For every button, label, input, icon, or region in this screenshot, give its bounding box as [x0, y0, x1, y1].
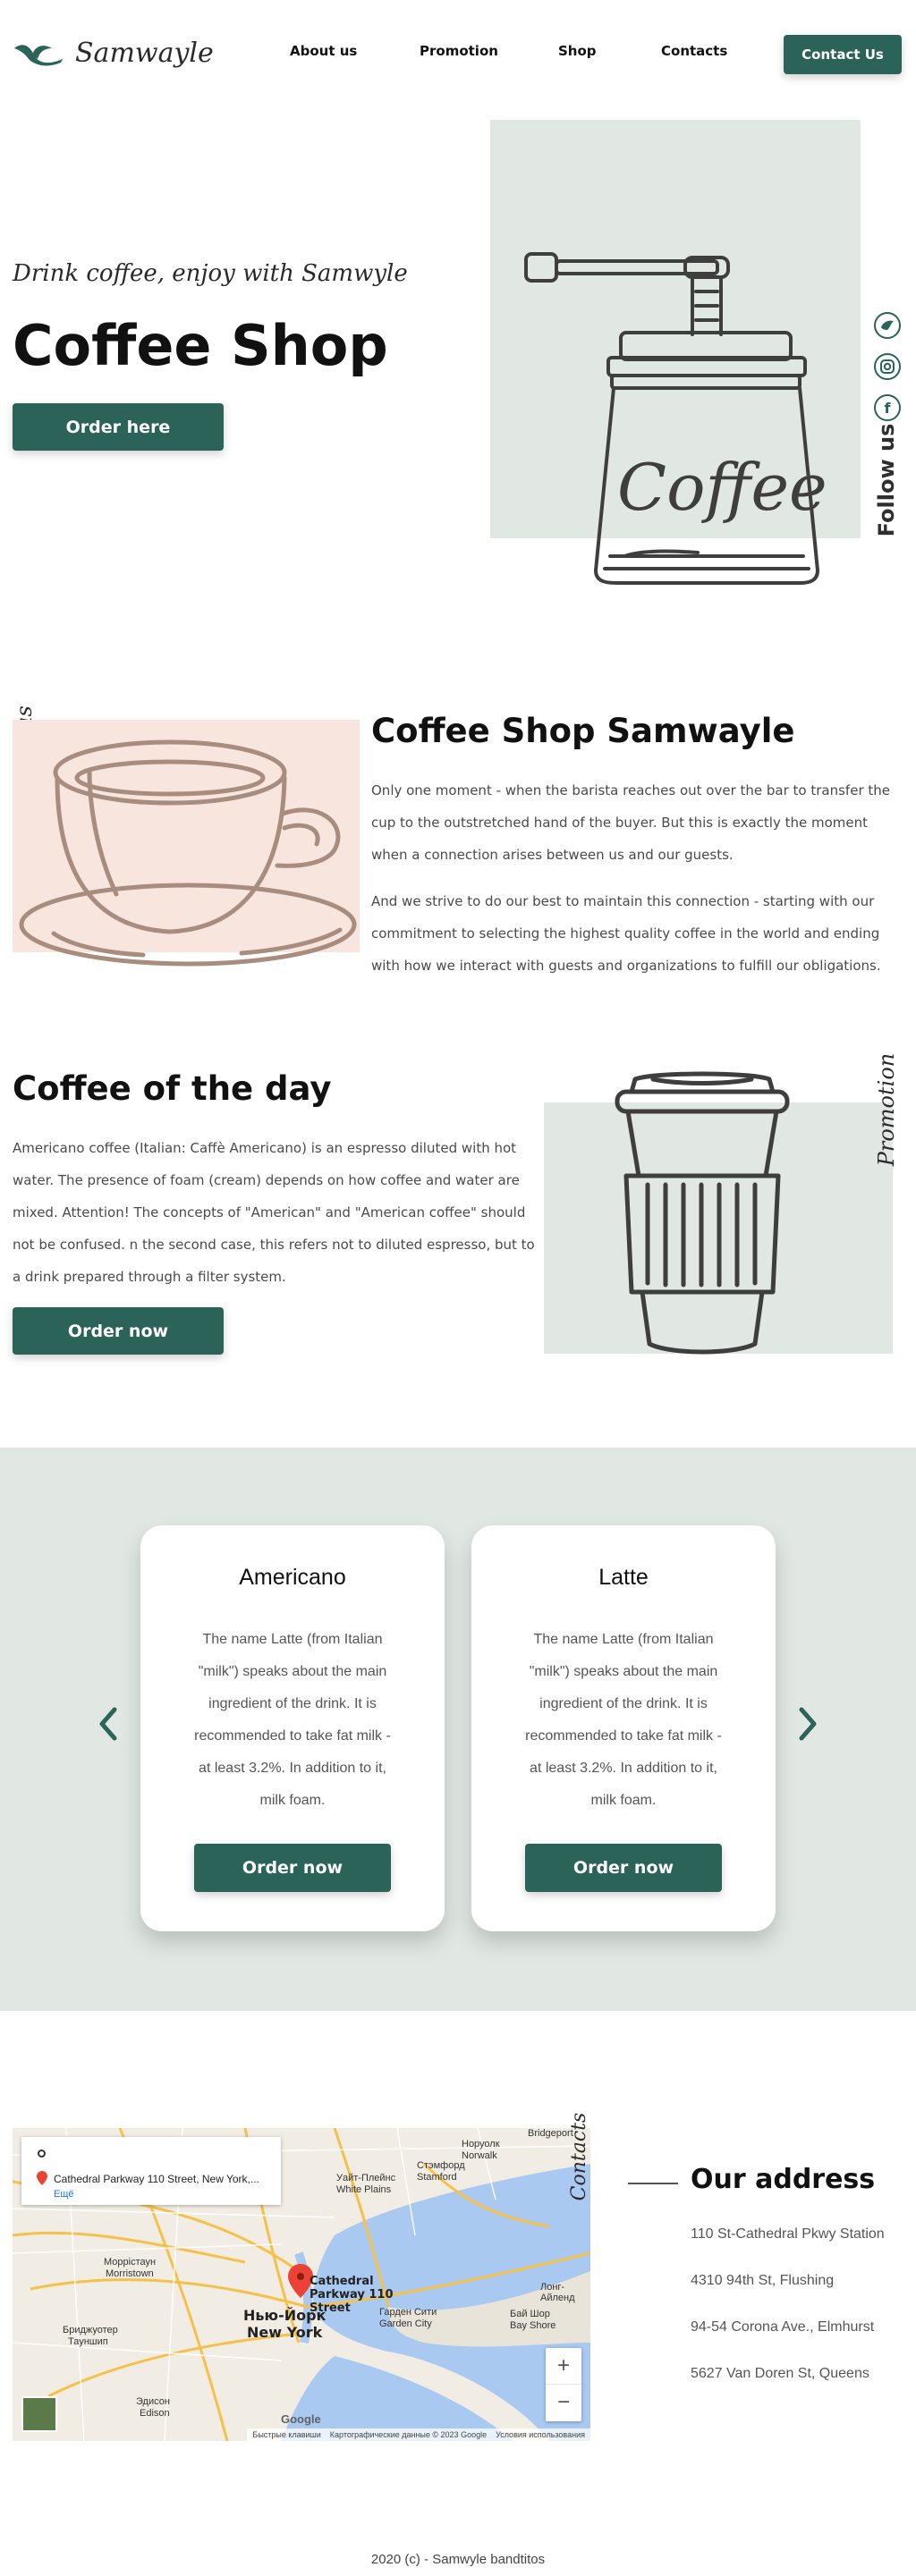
map-search-box[interactable]: [21, 2137, 281, 2205]
product-card-latte: [471, 1525, 776, 1931]
map-label-bay-shore: Bay Shore: [510, 2320, 556, 2331]
hero-title: Coffee Shop: [13, 313, 388, 378]
map-label-bridgeport: Bridgeport: [528, 2128, 573, 2139]
map-terms-link[interactable]: Условия использования: [496, 2430, 585, 2439]
map-data-credit: Картографические данные © 2023 Google: [329, 2430, 488, 2439]
contacts-side-label: Contacts: [568, 2112, 590, 2201]
map-more-link[interactable]: Ещё: [54, 2189, 74, 2200]
map-label-township: Тауншип: [68, 2336, 108, 2347]
bird-logo-icon: [13, 38, 64, 70]
map-label-stamford: Stamford: [417, 2172, 457, 2183]
social-facebook-icon[interactable]: f: [874, 394, 901, 421]
hero-tagline: Drink coffee, enjoy with Samwyle: [13, 260, 408, 287]
logo[interactable]: [13, 36, 214, 73]
map-label-bay-shore-ru: Бай Шор: [510, 2309, 550, 2319]
location-pin-icon: [37, 2171, 47, 2185]
map-label-morristown-ru: Моррістаун: [104, 2257, 157, 2268]
order-here-button[interactable]: Order here: [13, 403, 224, 451]
about-paragraph-1: Only one moment - when the barista reaches out over the bar to transfer the cup to the outstretched hand of the buyer. But this is exactly the moment when a connection arises between us and our guests.: [371, 782, 890, 863]
promotion-side-label: Promotion: [874, 1052, 899, 1167]
map-label-long-island: Лонг-Айленд: [540, 2282, 575, 2303]
map-label-white-plains: White Plains: [336, 2184, 392, 2195]
zoom-out-button[interactable]: −: [556, 2390, 570, 2414]
copyright: 2020 (c) - Samwyle bandtitos: [370, 2552, 546, 2567]
follow-us-label: Follow us: [874, 423, 899, 537]
chevron-left-icon: [93, 1704, 125, 1744]
address-divider: [628, 2183, 678, 2184]
promotion-title: Coffee of the day: [13, 1069, 332, 1108]
map-label-norwalk: Norwalk: [462, 2150, 497, 2161]
chevron-right-icon: [791, 1704, 823, 1744]
map-label-new-york: New York: [247, 2324, 323, 2341]
map-label-norwalk-ru: Норуолк: [462, 2139, 500, 2149]
zoom-in-button[interactable]: +: [546, 2348, 581, 2385]
order-now-button[interactable]: Order now: [13, 1307, 224, 1355]
map-label-white-plains-ru: Уайт-Плейнс: [336, 2173, 396, 2183]
map-search-address: Cathedral Parkway 110 Street, New York,...: [54, 2173, 259, 2185]
coffee-grinder-illustration: [519, 241, 859, 599]
nav-contacts[interactable]: Contacts: [661, 43, 728, 59]
product-card-title: Americano: [239, 1565, 346, 1590]
social-bird-icon[interactable]: [874, 312, 901, 339]
product-card-description: The name Latte (from Italian "milk") speaks about the main ingredient of the drink. It is recommended to take fat milk - at least 3.2%. In addition to it, milk foam.: [525, 1632, 722, 1808]
product-order-button[interactable]: Order now: [194, 1844, 391, 1892]
address-line: 94-54 Corona Ave., Elmhurst: [691, 2319, 875, 2335]
about-paragraph-2: And we strive to do our best to maintain this connection - starting with our commitment to selecting the highest quality coffee in the world and ending with how we interact with guests and organizations to fulfill our obligations.: [371, 893, 881, 974]
nav-about-us[interactable]: About us: [290, 43, 358, 59]
carousel-next-button[interactable]: [791, 1704, 823, 1744]
map-footer-bar: [247, 2428, 590, 2441]
map-label-morristown: Morristown: [106, 2268, 154, 2279]
google-logo: Google: [281, 2412, 321, 2426]
address-line: 110 St-Cathedral Pkwy Station: [691, 2226, 885, 2242]
nav-promotion[interactable]: Promotion: [420, 43, 498, 59]
map-pin-label: Cathedral Parkway 110 Street: [310, 2275, 394, 2315]
map-label-edison-ru: Эдисон: [136, 2396, 170, 2407]
map-label-stamford-ru: Стэмфорд: [417, 2160, 465, 2171]
product-card-title: Latte: [598, 1565, 649, 1590]
takeaway-cup-illustration: [590, 1060, 814, 1364]
map-shortcuts-link[interactable]: Быстрые клавиши: [252, 2430, 321, 2439]
address-line: 5627 Van Doren St, Queens: [691, 2366, 869, 2381]
product-card-americano: [140, 1525, 445, 1931]
product-order-button[interactable]: Order now: [525, 1844, 722, 1892]
map-label-edison: Edison: [140, 2408, 170, 2419]
about-title: Coffee Shop Samwayle: [371, 712, 795, 750]
promotion-text: Americano coffee (Italian: Caffè Americano) is an espresso diluted with hot water. The presence of foam (cream) depends on how coffee and water are mixed. Attention! The concepts of "American" and "American coffee" should not be confused. n the second case, this refers not to diluted espresso, but to a drink prepared through a filter system.: [13, 1140, 535, 1285]
map-layer-thumbnail[interactable]: [21, 2396, 57, 2432]
map-label-bridgewater: Бриджуотер: [63, 2325, 118, 2335]
product-card-description: The name Latte (from Italian "milk") speaks about the main ingredient of the drink. It is recommended to take fat milk - at least 3.2%. In addition to it, milk foam.: [194, 1632, 391, 1808]
map-label-garden-city: Garden City: [379, 2318, 432, 2329]
contact-us-button[interactable]: Contact Us: [784, 35, 902, 74]
logo-text: Samwayle: [75, 38, 214, 69]
origin-dot-icon: [38, 2149, 46, 2158]
social-instagram-icon[interactable]: [874, 353, 901, 380]
grinder-label: Coffee: [617, 450, 827, 525]
carousel-prev-button[interactable]: [93, 1704, 125, 1744]
map-label-new-york-ru: Нью-Йорк: [243, 2307, 327, 2324]
shop-background: [0, 1448, 916, 2011]
map[interactable]: [13, 2128, 590, 2441]
map-label-garden-city-ru: Гарден Сити: [379, 2307, 437, 2318]
map-zoom-controls: [546, 2348, 581, 2421]
address-line: 4310 94th St, Flushing: [691, 2273, 835, 2288]
nav-shop[interactable]: Shop: [558, 43, 597, 59]
coffee-cup-illustration: [18, 733, 376, 975]
address-title: Our address: [691, 2164, 876, 2195]
